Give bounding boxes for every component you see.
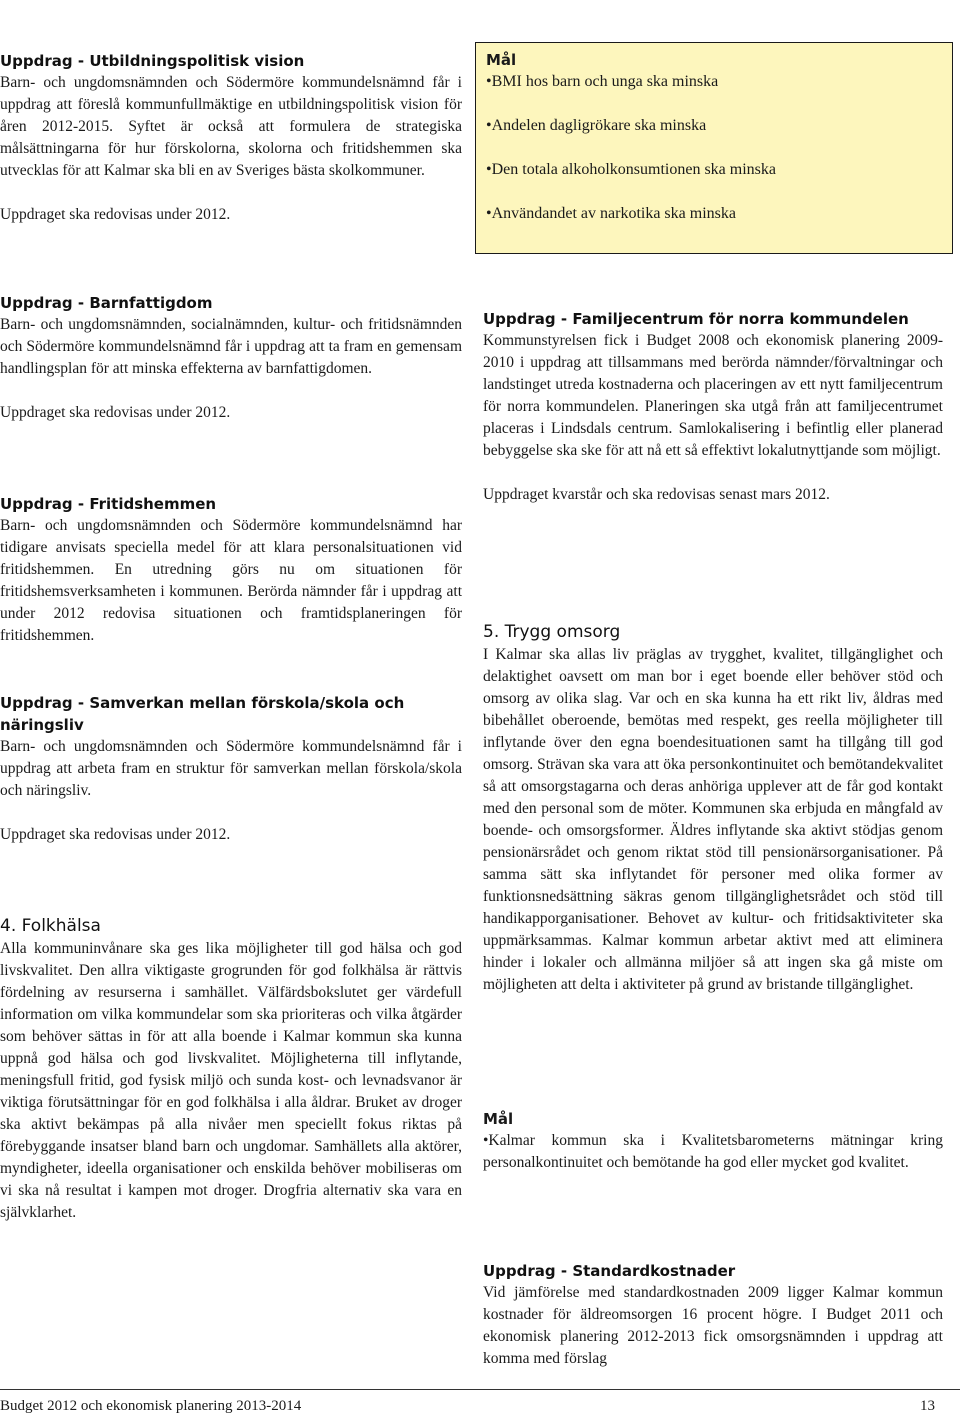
section-note: Uppdraget ska redovisas under 2012. bbox=[0, 206, 231, 223]
section-heading: Uppdrag - Utbildningspolitisk vision bbox=[0, 52, 305, 70]
section-heading: Uppdrag - Familjecentrum för norra kommundelen bbox=[483, 310, 909, 328]
section-heading: Uppdrag - Standardkostnader bbox=[483, 1262, 736, 1280]
section-note: Uppdraget ska redovisas under 2012. bbox=[0, 404, 231, 421]
section-heading: Uppdrag - Fritidshemmen bbox=[0, 495, 217, 513]
section-note: Uppdraget ska redovisas under 2012. bbox=[0, 826, 231, 843]
page-number: 13 bbox=[920, 1398, 935, 1414]
goals-title: Mål bbox=[483, 1110, 514, 1128]
section-body: Barn- och ungdomsnämnden och Södermöre kommundelsnämnd får i uppdrag att föreslå kommunfullmäktige en utbildningspolitisk vision för åren 2012-2015. Syftet är också att formulera de strategiska målsättningarna för hur förskolorna, skolorna och fritidshemmen ska utvecklas för att Kalmar ska bli en av Sveriges bästa skolkommuner. bbox=[0, 74, 462, 179]
section-folkhalsa bbox=[0, 914, 462, 1224]
section-body: Alla kommuninvånare ska ges lika möjligheter till god hälsa och god livskvalitet. Den allra viktigaste grogrunden för god folkhälsa är rättvis fördelning av resurserna i samhället. Välfärdsbokslutet ger värdefull information om vilka kommundelar som ska prioriteras och vilka åtgärder som behöver sättas in för att alla boende i Kalmar kommun ska kunna uppnå god hälsa och god livskvalitet. Möjligheterna till inflytande, meningsfull fritid, god fysisk miljö och sunda kost- och levnadsvanor är viktiga förutsättningar för en god folkhälsa i alla åldrar. Bruket av droger ska aktivt bekämpas på alla nivåer men speciellt fokus riktas på förebyggande insatser bland barn och ungdomar. Samhällets alla aktörer, myndigheter, ideella organisationer och enskilda behöver mobiliseras om vi ska nå resultat i kampen mot droger. Drogfria alternativ ska vara en självklarhet. bbox=[0, 940, 462, 1221]
section-mal-trygg bbox=[483, 1108, 943, 1174]
section-note: Uppdraget kvarstår och ska redovisas senast mars 2012. bbox=[483, 486, 830, 503]
section-barnfattigdom bbox=[0, 292, 462, 424]
section-standardkostnader bbox=[483, 1260, 943, 1370]
goals-title: Mål bbox=[486, 51, 517, 69]
section-familjecentrum bbox=[483, 308, 943, 506]
section-heading: Uppdrag - Samverkan mellan förskola/skola och näringsliv bbox=[0, 694, 405, 734]
goal-item: •Andelen dagligrökare ska minska bbox=[486, 117, 707, 134]
section-body: Kommunstyrelsen fick i Budget 2008 och ekonomisk planering 2009-2010 i uppdrag att tillsammans med berörda nämnder/förvaltningar och landstinget utreda kostnaderna och placeringen av ett nytt familjecentrum för norra kommundelen. Planeringen ska utgå från att familjecentrumet placeras i Lindsdals centrum. Samlokalisering i befintlig eller planerad bebyggelse ska ske för att nå ett så effektivt lokalutnyttjande som möjligt. bbox=[483, 332, 943, 459]
goal-item: •BMI hos barn och unga ska minska bbox=[486, 73, 719, 90]
goals-box bbox=[475, 42, 953, 254]
section-trygg-omsorg bbox=[483, 620, 943, 996]
footer-rule bbox=[0, 1389, 960, 1390]
goal-item: •Användandet av narkotika ska minska bbox=[486, 205, 736, 222]
goal-item: •Den totala alkoholkonsumtionen ska minska bbox=[486, 161, 776, 178]
footer-title: Budget 2012 och ekonomisk planering 2013-2014 bbox=[0, 1398, 302, 1414]
section-utbildningspolitisk-vision bbox=[0, 50, 462, 226]
section-heading: 4. Folkhälsa bbox=[0, 916, 101, 936]
section-fritidshemmen bbox=[0, 493, 462, 647]
section-heading: Uppdrag - Barnfattigdom bbox=[0, 294, 213, 312]
section-body: I Kalmar ska allas liv präglas av trygghet, kvalitet, tillgänglighet och delaktighet oavsett om man bor i eget boende eller behöver stöd och omsorg av olika slag. Var och en ska kunna ha ett rikt liv, åldras med bibehållet oberoende, bemötas med respekt, ges reella möjligheter till inflytande över den egna boendesituationen samt ha tillgång till god omsorg. Strävan ska vara att öka personkontinuitet och bemötandekvalitet så att omsorgstagarna och deras anhöriga upplever att de får god kontakt med den personal som de möter. Kommunen ska erbjuda en mångfald av boende- och omsorgsformer. Äldres inflytande ska aktivt stödjas genom pensionärsrådet och genom riktat stöd till pensionärsorganisationer. På samma sätt ska inflytandet för personer med olika former av funktionsnedsättning säkras genom tillgänglighetsrådet och stöd till handikapporganisationer. Behovet av kultur- och fritidsaktiviteter ska uppmärksammas. Kalmar kommun arbetar aktivt med att eliminera hinder i lokaler och allmänna miljöer så att ingen ska gå miste om möjligheten att delta i aktiviteter på grund av bristande tillgänglighet. bbox=[483, 646, 943, 993]
section-body: Vid jämförelse med standardkostnaden 2009 ligger Kalmar kommun kostnader för äldreomsorgen 16 procent högre. I Budget 2011 och ekonomisk planering 2012-2013 fick omsorgsnämnden i uppdrag att komma med förslag bbox=[483, 1284, 943, 1367]
section-body: Barn- och ungdomsnämnden och Södermöre kommundelsnämnd har tidigare anvisats speciella medel för att klara personalsituationen vid fritidshemmen. En utredning görs nu om situationen för fritidshemsverksamheten i kommunen. Berörda nämnder får i uppdrag att under 2012 redovisa situationen och framtidsplaneringen för fritidshemmen. bbox=[0, 517, 462, 644]
section-heading: 5. Trygg omsorg bbox=[483, 622, 621, 642]
section-body: Barn- och ungdomsnämnden, socialnämnden, kultur- och fritidsnämnden och Södermöre kommundelsnämnd får i uppdrag att ta fram en gemensam handlingsplan för att minska effekterna av barnfattigdomen. bbox=[0, 316, 462, 377]
section-samverkan bbox=[0, 692, 462, 846]
section-body: Barn- och ungdomsnämnden och Södermöre kommundelsnämnd får i uppdrag att arbeta fram en struktur för samverkan mellan förskola/skola och näringsliv. bbox=[0, 738, 462, 799]
goal-item: •Kalmar kommun ska i Kvalitetsbarometerns mätningar kring personalkontinuitet och bemötande ha god eller mycket god kvalitet. bbox=[483, 1132, 943, 1171]
